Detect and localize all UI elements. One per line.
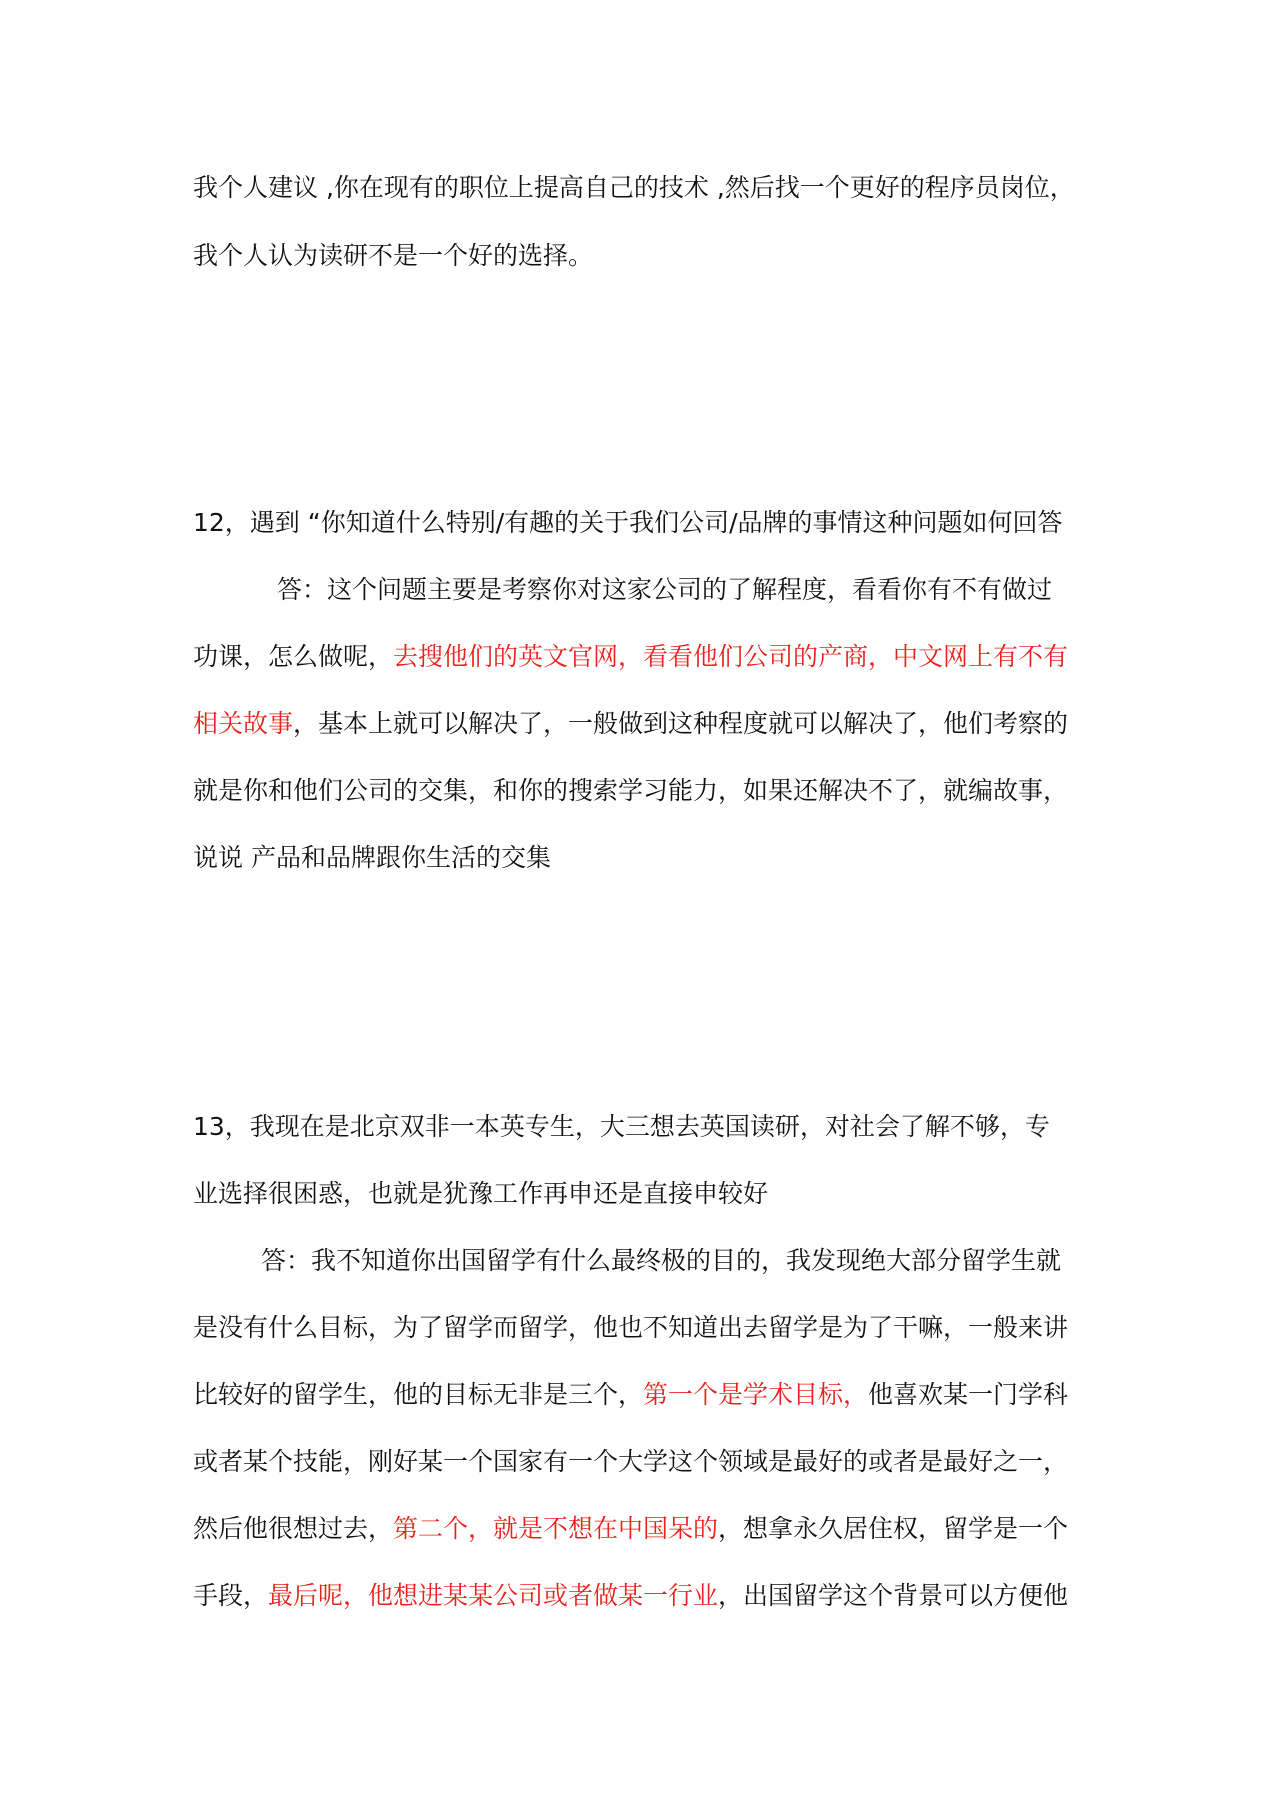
q13-answer-line-6-text-b: ，出国留学这个背景可以方便他 [718, 1581, 1069, 1610]
q13-answer-line-6 [193, 1579, 1093, 1613]
q12-answer-line-3-text: ，基本上就可以解决了，一般做到这种程度就可以解决了，他们考察的 [293, 709, 1069, 738]
q13-answer-line-6-text-a: 手段， [193, 1581, 269, 1610]
q13-question-line-2: 业选择很困惑，也就是犹豫工作再申还是直接申较好 [193, 1179, 769, 1208]
q13-answer-line-5 [193, 1512, 1093, 1546]
intro-line-1: 我个人建议 ,你在现有的职位上提高自己的技术 ,然后找一个更好的程序员岗位， [193, 173, 1075, 202]
q12-answer-highlight-2: 相关故事 [193, 709, 294, 738]
q12-answer-line-3 [193, 707, 1093, 741]
q12-answer-line-2 [193, 640, 1093, 674]
q13-answer-line-3-text-a: 比较好的留学生，他的目标无非是三个， [193, 1380, 644, 1409]
q13-answer-highlight-3: 最后呢，他想进某某公司或者做某一行业 [268, 1581, 719, 1610]
q13-answer-line-1: 答：我不知道你出国留学有什么最终极的目的，我发现绝大部分留学生就 [261, 1246, 1062, 1275]
q12-answer-line-5: 说说 产品和品牌跟你生活的交集 [193, 843, 551, 872]
q13-question-line-1: 13，我现在是北京双非一本英专生，大三想去英国读研，对社会了解不够，专 [193, 1112, 1050, 1141]
q13-answer-line-3-text-b: 他喜欢某一门学科 [868, 1380, 1069, 1409]
q13-answer-highlight-1: 第一个是学术目标， [643, 1380, 869, 1409]
q13-answer-line-4: 或者某个技能，刚好某一个国家有一个大学这个领域是最好的或者是最好之一， [193, 1447, 1069, 1476]
q13-answer-line-2: 是没有什么目标，为了留学而留学，他也不知道出去留学是为了干嘛，一般来讲 [193, 1313, 1069, 1342]
q12-answer-line-4: 就是你和他们公司的交集，和你的搜索学习能力，如果还解决不了，就编故事， [193, 776, 1069, 805]
q13-answer-highlight-2: 第二个，就是不想在中国呆的 [393, 1514, 719, 1543]
q12-answer-line-1: 答：这个问题主要是考察你对这家公司的了解程度，看看你有不有做过 [277, 575, 1053, 604]
q13-answer-line-3 [193, 1378, 1093, 1412]
q12-answer-highlight-1: 去搜他们的英文官网，看看他们公司的产商，中文网上有不有 [393, 642, 1069, 671]
q12-question: 12，遇到 “你知道什么特别/有趣的关于我们公司/品牌的事情这种问题如何回答 [193, 508, 1063, 537]
intro-line-2: 我个人认为读研不是一个好的选择。 [193, 241, 594, 270]
q13-answer-line-5-text-b: ，想拿永久居住权，留学是一个 [718, 1514, 1069, 1543]
q13-answer-line-5-text-a: 然后他很想过去， [193, 1514, 394, 1543]
q12-answer-line-2-text: 功课，怎么做呢， [193, 642, 394, 671]
